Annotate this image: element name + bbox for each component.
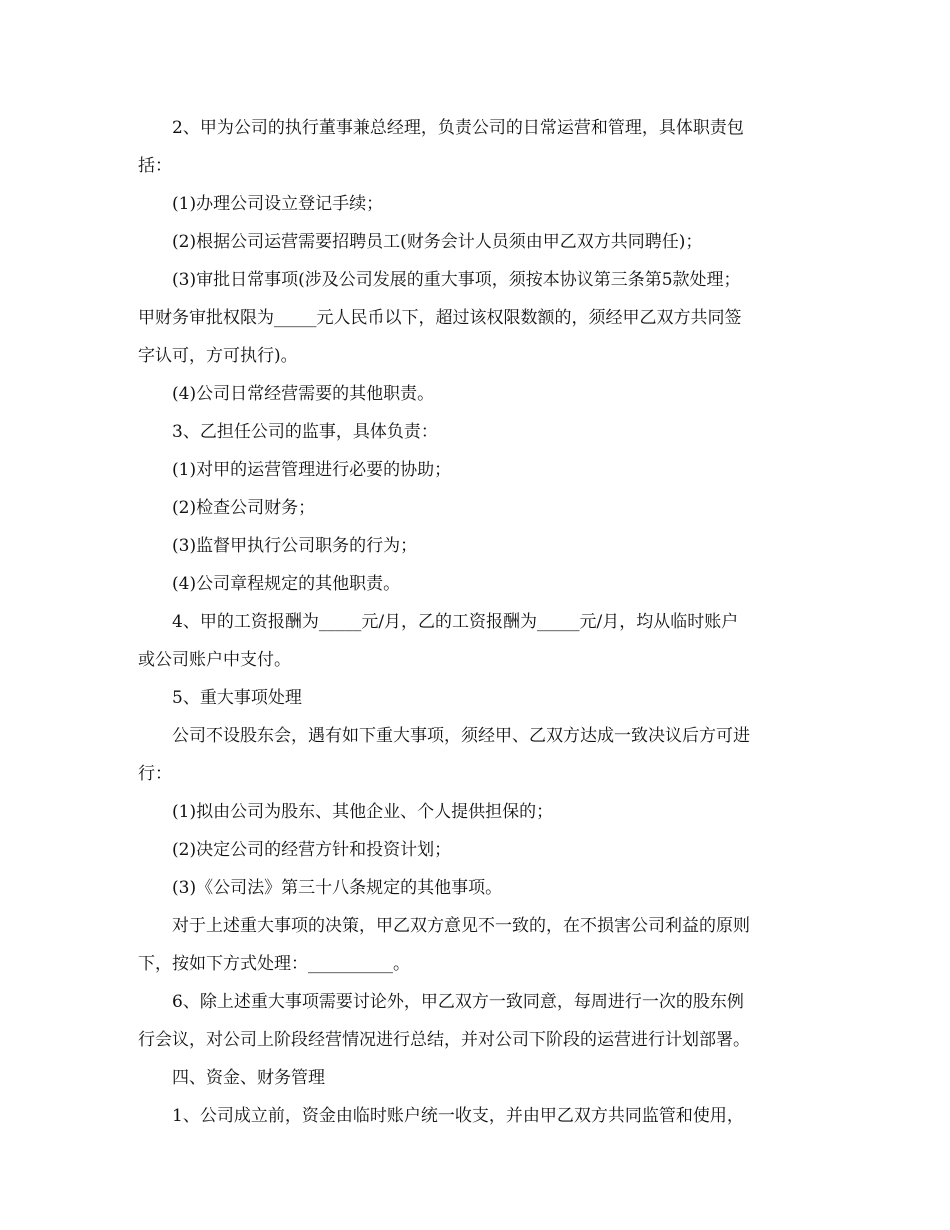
paragraph-line: 3、乙担任公司的监事，具体负责： bbox=[172, 422, 438, 442]
paragraph-line: 5、重大事项处理 bbox=[172, 688, 302, 708]
paragraph-line: 括： bbox=[138, 156, 172, 176]
paragraph-line: 2、甲为公司的执行董事兼总经理，负责公司的日常运营和管理，具体职责包 bbox=[172, 118, 744, 138]
paragraph-line: (2)决定公司的经营方针和投资计划； bbox=[172, 840, 452, 860]
paragraph-line: 公司不设股东会，遇有如下重大事项，须经甲、乙双方达成一致决议后方可进 bbox=[172, 726, 750, 746]
paragraph-line: 甲财务审批权限为_____元人民币以下，超过该权限数额的，须经甲乙双方共同签 bbox=[138, 308, 742, 328]
paragraph-line: 行： bbox=[138, 764, 172, 784]
paragraph-line: (3)监督甲执行公司职务的行为； bbox=[172, 536, 418, 556]
paragraph-line: (3)《公司法》第三十八条规定的其他事项。 bbox=[172, 878, 503, 898]
paragraph-line: 对于上述重大事项的决策，甲乙双方意见不一致的，在不损害公司利益的原则 bbox=[172, 916, 750, 936]
paragraph-line: 行会议，对公司上阶段经营情况进行总结，并对公司下阶段的运营进行计划部署。 bbox=[138, 1030, 750, 1050]
paragraph-line: (1)拟由公司为股东、其他企业、个人提供担保的； bbox=[172, 802, 554, 822]
paragraph-line: 或公司账户中支付。 bbox=[138, 650, 291, 670]
paragraph-line: (2)根据公司运营需要招聘员工(财务会计人员须由甲乙双方共同聘任)； bbox=[172, 232, 703, 252]
paragraph-line: (3)审批日常事项(涉及公司发展的重大事项，须按本协议第三条第5款处理； bbox=[172, 270, 741, 290]
paragraph-line: (1)办理公司设立登记手续； bbox=[172, 194, 384, 214]
paragraph-line: (2)检查公司财务； bbox=[172, 498, 316, 518]
paragraph-line: 字认可，方可执行)。 bbox=[138, 346, 298, 366]
paragraph-line: 1、公司成立前，资金由临时账户统一收支，并由甲乙双方共同监管和使用， bbox=[172, 1106, 744, 1126]
paragraph-line: 6、除上述重大事项需要讨论外，甲乙双方一致同意，每周进行一次的股东例 bbox=[172, 992, 744, 1012]
paragraph-line: 下，按如下方式处理：__________。 bbox=[138, 954, 410, 974]
paragraph-line: (1)对甲的运营管理进行必要的协助； bbox=[172, 460, 452, 480]
paragraph-line: (4)公司章程规定的其他职责。 bbox=[172, 574, 401, 594]
paragraph-line: 4、甲的工资报酬为_____元/月，乙的工资报酬为_____元/月，均从临时账户 bbox=[172, 612, 739, 632]
paragraph-line: (4)公司日常经营需要的其他职责。 bbox=[172, 384, 435, 404]
section-heading: 四、资金、财务管理 bbox=[172, 1068, 325, 1088]
